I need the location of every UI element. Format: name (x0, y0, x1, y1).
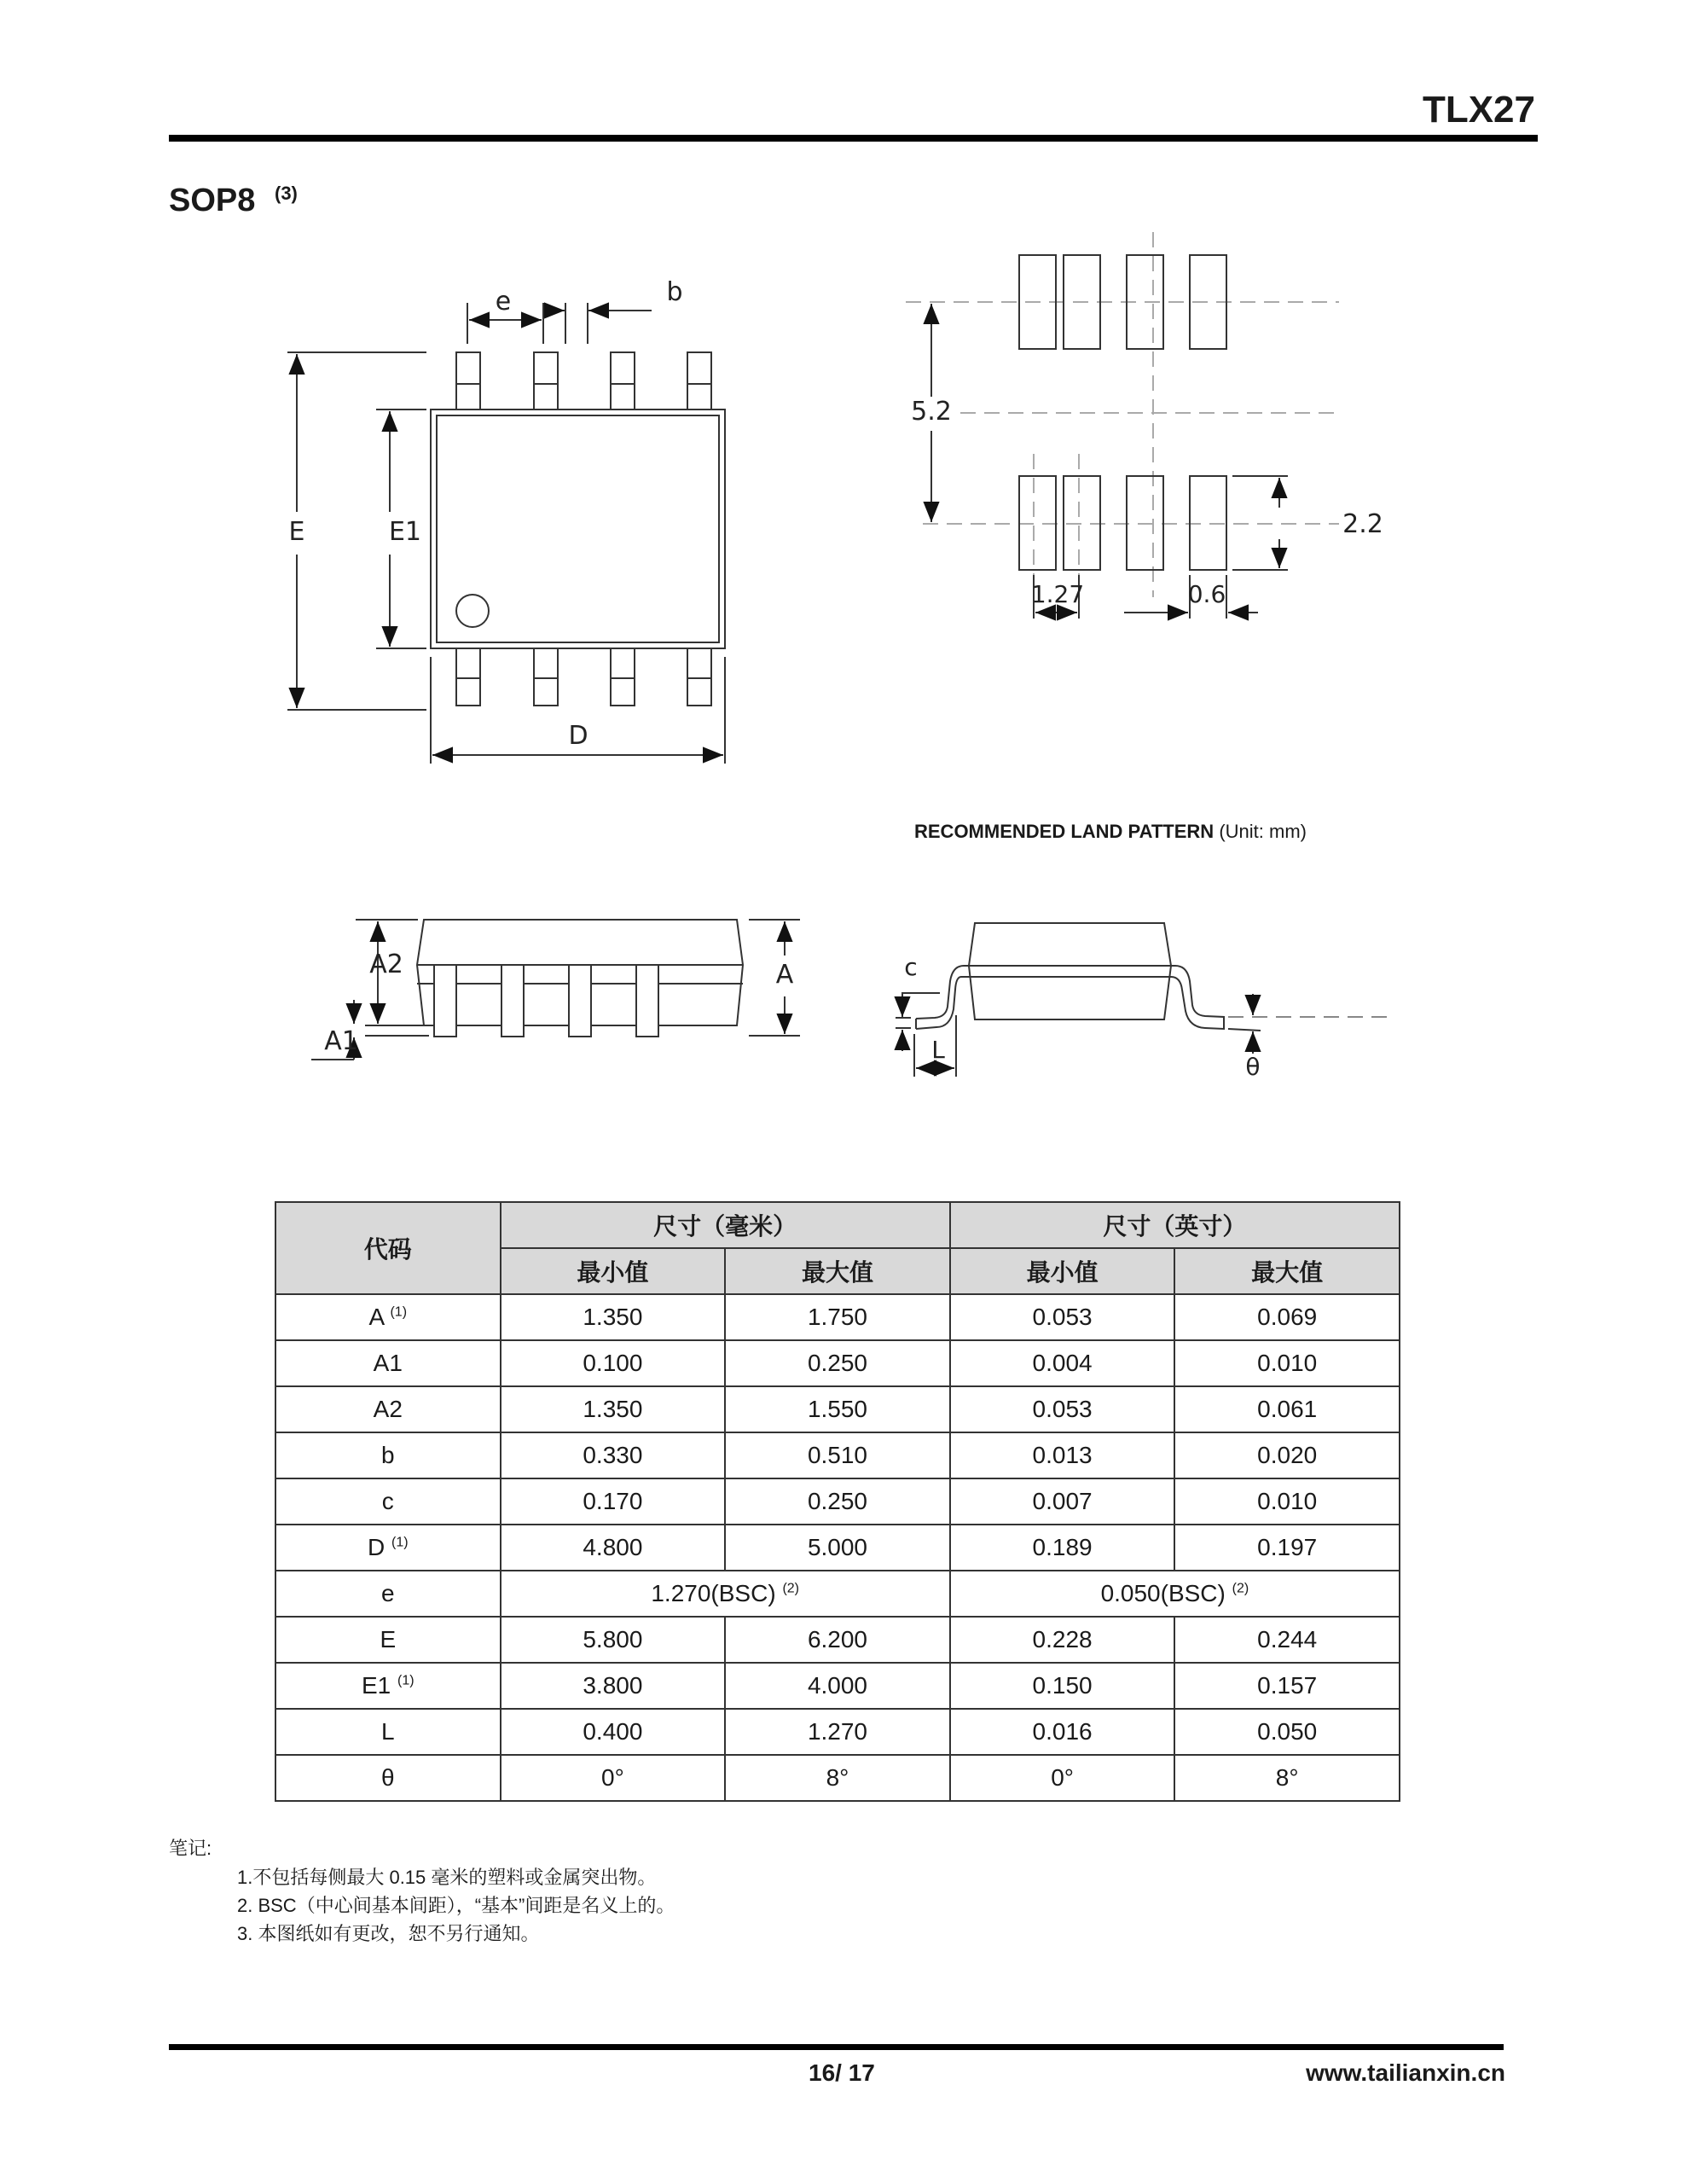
cell-mm-min (501, 1525, 726, 1571)
cell-mm-max-text: 1.550 (807, 1396, 868, 1422)
cell-in-max-text: 0.050 (1257, 1718, 1318, 1745)
cell-in-max (1174, 1525, 1400, 1571)
label-A1: A1 (324, 1026, 358, 1056)
cell-in-max (1174, 1432, 1400, 1478)
footnote-ref: (1) (391, 1535, 409, 1550)
table-row (275, 1432, 1400, 1478)
cell-mm-max (725, 1294, 950, 1340)
cell-in-min (950, 1617, 1175, 1663)
cell-code-text: E1 (362, 1672, 391, 1699)
cell-in-span (950, 1571, 1400, 1617)
cell-mm-min-text: 0.100 (583, 1350, 643, 1376)
footnote-ref: (2) (782, 1581, 799, 1596)
cell-mm-span-text: 1.270(BSC) (651, 1580, 776, 1606)
label-A2: A2 (369, 950, 403, 979)
cell-in-max-text: 0.020 (1257, 1442, 1318, 1468)
table-row (275, 1294, 1400, 1340)
label-b: b (666, 277, 683, 307)
table-row (275, 1571, 1400, 1617)
cell-mm-max (725, 1755, 950, 1801)
cell-code (275, 1432, 501, 1478)
page-number: 16/ 17 (809, 2059, 875, 2086)
footnote-ref: (2) (1232, 1581, 1249, 1596)
cell-in-min (950, 1432, 1175, 1478)
label-row-pitch: 5.2 (911, 397, 952, 427)
land-pattern (906, 232, 1339, 619)
cell-code-text: D (368, 1534, 386, 1560)
cell-in-min (950, 1709, 1175, 1755)
cell-in-max-text: 0.244 (1257, 1626, 1318, 1653)
cell-in-min-text: 0.013 (1032, 1442, 1093, 1468)
table-row (275, 1755, 1400, 1801)
cell-mm-max (725, 1663, 950, 1709)
cell-mm-min (501, 1755, 726, 1801)
cell-in-max-text: 0.157 (1257, 1672, 1318, 1699)
cell-in-max-text: 0.197 (1257, 1534, 1318, 1560)
cell-mm-min-text: 0.400 (583, 1718, 643, 1745)
cell-in-max-text: 0.010 (1257, 1350, 1318, 1376)
notes-title: 笔记: (169, 1838, 212, 1859)
table-row (275, 1617, 1400, 1663)
label-pad-length: 2.2 (1342, 509, 1383, 539)
table-row (275, 1340, 1400, 1386)
cell-in-max (1174, 1709, 1400, 1755)
cell-mm-max-text: 0.250 (807, 1350, 868, 1376)
cell-mm-min-text: 0.330 (583, 1442, 643, 1468)
cell-in-min-text: 0.228 (1032, 1626, 1093, 1653)
dimensions-table (275, 1201, 1400, 1802)
cell-mm-max-text: 4.000 (807, 1672, 868, 1699)
cell-in-min-text: 0.004 (1032, 1350, 1093, 1376)
cell-code (275, 1571, 501, 1617)
label-e: e (495, 287, 512, 317)
cell-code-text: A1 (373, 1350, 403, 1376)
cell-mm-min-text: 1.350 (583, 1396, 643, 1422)
cell-mm-max (725, 1478, 950, 1525)
cell-in-min-text: 0.016 (1032, 1718, 1093, 1745)
cell-mm-span (501, 1571, 950, 1617)
cell-code (275, 1478, 501, 1525)
header-in-min: 最小值 (950, 1248, 1175, 1294)
cell-mm-min-text: 0° (601, 1764, 624, 1791)
cell-mm-min-text: 4.800 (583, 1534, 643, 1560)
cell-mm-min-text: 1.350 (583, 1304, 643, 1330)
cell-code-text: c (381, 1488, 394, 1514)
package-note-ref: (3) (275, 183, 298, 204)
cell-mm-max-text: 0.510 (807, 1442, 868, 1468)
side-view (311, 920, 800, 1060)
cell-mm-min (501, 1663, 726, 1709)
cell-in-max (1174, 1294, 1400, 1340)
cell-mm-max-text: 0.250 (807, 1488, 868, 1514)
cell-in-min (950, 1525, 1175, 1571)
cell-mm-min (501, 1617, 726, 1663)
cell-in-max-text: 0.069 (1257, 1304, 1318, 1330)
table-row (275, 1386, 1400, 1432)
cell-code-text: A2 (373, 1396, 403, 1422)
cell-in-min-text: 0° (1051, 1764, 1074, 1791)
cell-in-max (1174, 1617, 1400, 1663)
cell-in-min-text: 0.053 (1032, 1396, 1093, 1422)
header-mm-max: 最大值 (725, 1248, 950, 1294)
cell-code (275, 1755, 501, 1801)
cell-in-span-text: 0.050(BSC) (1100, 1580, 1226, 1606)
cell-mm-min (501, 1432, 726, 1478)
cell-code (275, 1525, 501, 1571)
package-title: SOP8 (169, 183, 256, 218)
cell-in-max (1174, 1340, 1400, 1386)
cell-in-min-text: 0.053 (1032, 1304, 1093, 1330)
footnote-ref: (1) (390, 1304, 408, 1320)
cell-in-max (1174, 1755, 1400, 1801)
cell-mm-max-text: 5.000 (807, 1534, 868, 1560)
cell-in-min-text: 0.189 (1032, 1534, 1093, 1560)
label-A: A (775, 960, 794, 990)
cell-mm-min (501, 1709, 726, 1755)
cell-in-max (1174, 1386, 1400, 1432)
pin1-marker (456, 595, 489, 627)
package-body-outline (431, 410, 725, 648)
lead-view (896, 923, 1390, 1077)
cell-code-text: b (381, 1442, 395, 1468)
label-pad-width: 0.6 (1187, 580, 1226, 608)
cell-in-min (950, 1340, 1175, 1386)
cell-code (275, 1663, 501, 1709)
cell-mm-min (501, 1478, 726, 1525)
label-E: E (288, 517, 305, 547)
cell-mm-max (725, 1340, 950, 1386)
table-row (275, 1709, 1400, 1755)
cell-mm-max-text: 1.270 (807, 1718, 868, 1745)
table-row (275, 1663, 1400, 1709)
bottom-leads (456, 648, 711, 706)
cell-code-text: e (381, 1580, 395, 1606)
cell-mm-min-text: 3.800 (583, 1672, 643, 1699)
label-L: L (931, 1036, 945, 1064)
label-c: c (904, 953, 918, 981)
cell-mm-min-text: 5.800 (583, 1626, 643, 1653)
label-pin-pitch: 1.27 (1030, 580, 1085, 608)
cell-code-text: θ (381, 1764, 395, 1791)
cell-code (275, 1340, 501, 1386)
cell-in-min (950, 1755, 1175, 1801)
header-mm: 尺寸（毫米） (501, 1202, 950, 1248)
land-pattern-caption-title: RECOMMENDED LAND PATTERN (914, 821, 1215, 842)
cell-mm-min (501, 1386, 726, 1432)
land-pattern-caption-unit: (Unit: mm) (1219, 821, 1307, 842)
top-view (287, 303, 725, 764)
cell-in-max (1174, 1478, 1400, 1525)
cell-code (275, 1294, 501, 1340)
cell-in-max (1174, 1663, 1400, 1709)
cell-code (275, 1709, 501, 1755)
note-item: 1.不包括每侧最大 0.15 毫米的塑料或金属突出物。 (237, 1867, 657, 1888)
package-body-inner (437, 415, 719, 642)
header-inch: 尺寸（英寸） (950, 1202, 1400, 1248)
cell-mm-max (725, 1386, 950, 1432)
land-pattern-caption (914, 821, 1307, 843)
cell-in-min (950, 1294, 1175, 1340)
table-row (275, 1525, 1400, 1571)
table-row (275, 1478, 1400, 1525)
cell-in-min (950, 1478, 1175, 1525)
cell-mm-max (725, 1617, 950, 1663)
cell-in-max-text: 0.010 (1257, 1488, 1318, 1514)
top-leads (456, 352, 711, 410)
document-title: TLX27 (1422, 89, 1535, 131)
cell-mm-min-text: 0.170 (583, 1488, 643, 1514)
note-item: 2. BSC（中心间基本间距），“基本”间距是名义上的。 (237, 1895, 675, 1916)
header-code: 代码 (275, 1202, 501, 1294)
cell-in-max-text: 0.061 (1257, 1396, 1318, 1422)
cell-code-text: L (381, 1718, 395, 1745)
cell-mm-max (725, 1525, 950, 1571)
cell-code-text: A (368, 1304, 384, 1330)
notes-list (237, 1863, 675, 1948)
cell-in-min (950, 1386, 1175, 1432)
note-item: 3. 本图纸如有更改，恕不另行通知。 (237, 1923, 540, 1944)
cell-code (275, 1386, 501, 1432)
footnote-ref: (1) (397, 1673, 415, 1688)
cell-mm-max (725, 1432, 950, 1478)
header-in-max: 最大值 (1174, 1248, 1400, 1294)
cell-in-min-text: 0.007 (1032, 1488, 1093, 1514)
cell-mm-max-text: 1.750 (807, 1304, 868, 1330)
website-link[interactable]: www.tailianxin.cn (1306, 2059, 1505, 2086)
cell-code-text: E (380, 1626, 397, 1653)
label-D: D (568, 721, 588, 751)
cell-in-max-text: 8° (1275, 1764, 1299, 1791)
label-E1: E1 (388, 517, 422, 547)
cell-mm-min (501, 1294, 726, 1340)
footer-rule (169, 2044, 1504, 2050)
cell-in-min (950, 1663, 1175, 1709)
cell-code (275, 1617, 501, 1663)
cell-mm-max-text: 6.200 (807, 1626, 868, 1653)
cell-in-min-text: 0.150 (1032, 1672, 1093, 1699)
header-mm-min: 最小值 (501, 1248, 726, 1294)
cell-mm-max (725, 1709, 950, 1755)
label-theta: θ (1245, 1053, 1261, 1081)
cell-mm-max-text: 8° (826, 1764, 849, 1791)
cell-mm-min (501, 1340, 726, 1386)
